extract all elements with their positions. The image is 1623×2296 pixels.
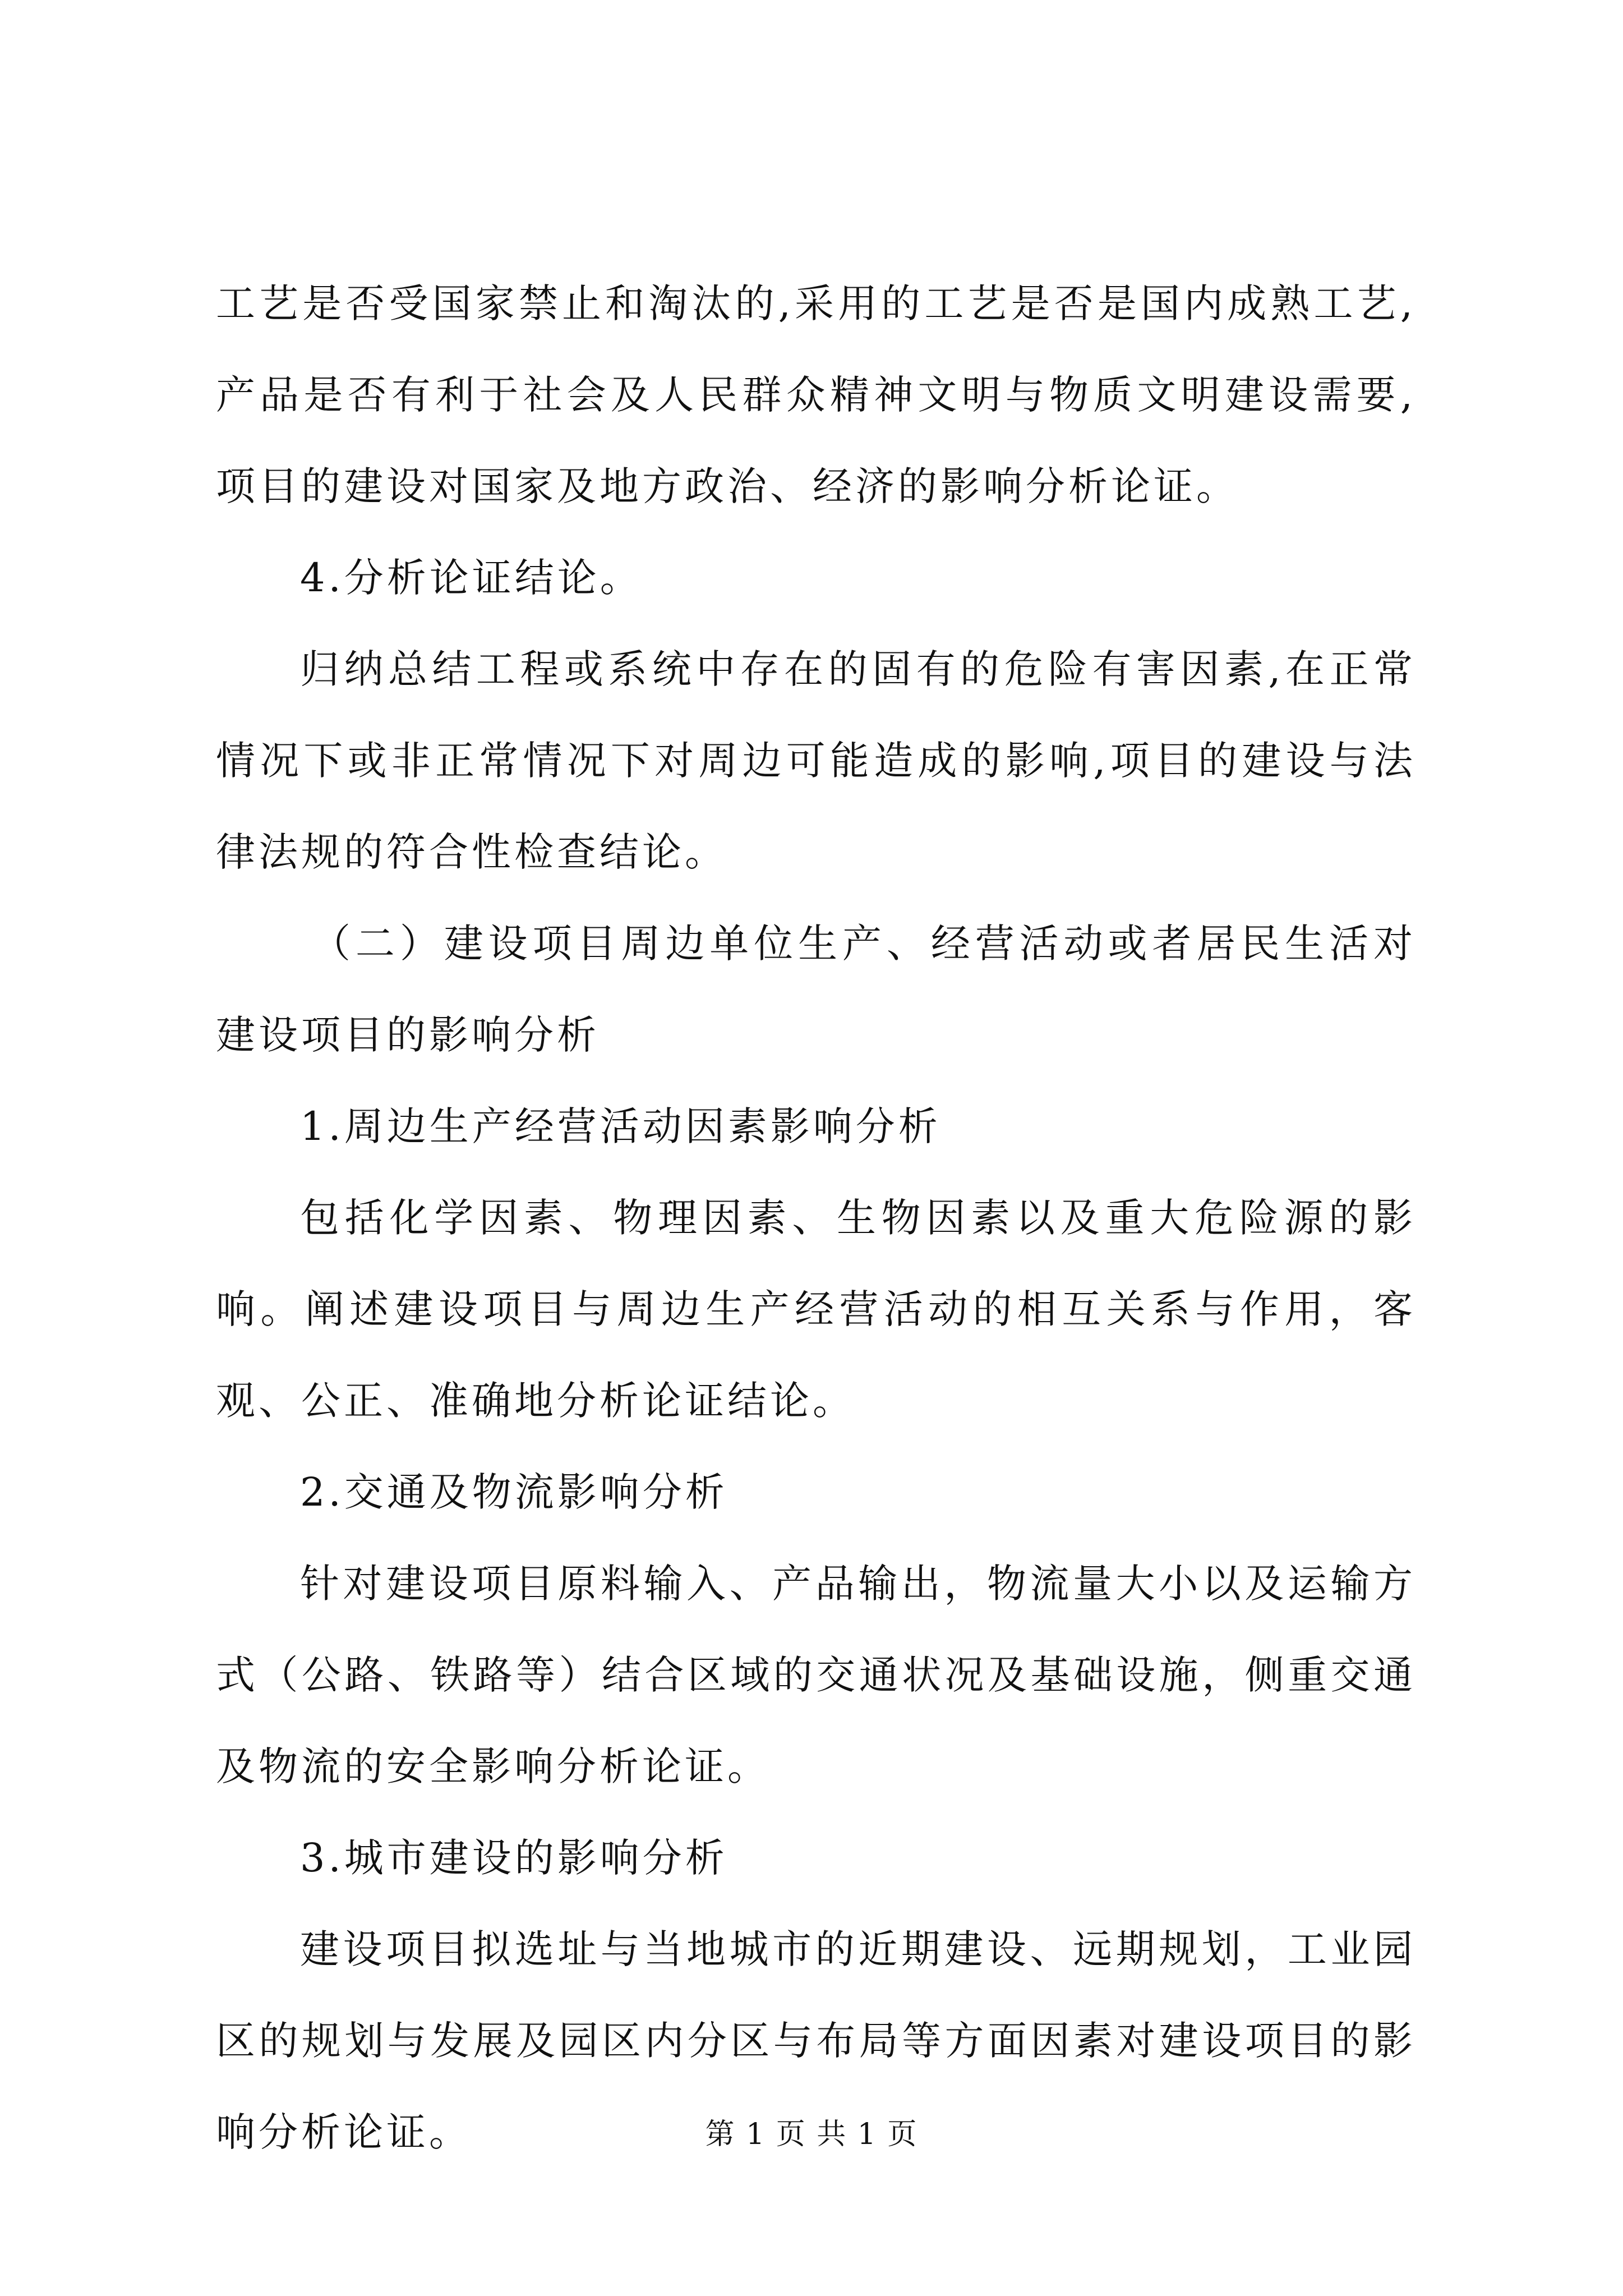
paragraph-process-policy: 工艺是否受国家禁止和淘汰的,采用的工艺是否是国内成熟工艺,产品是否有利于社会及人民群众精神文明与物质文明建设需要,项目的建设对国家及地方政治、经济的影响分析论证。 bbox=[216, 280, 1416, 509]
paragraph-urban-construction: 建设项目拟选址与当地城市的近期建设、远期规划，工业园区的规划与发展及园区内分区与布局等方面因素对建设项目的影响分析论证。 bbox=[216, 1926, 1416, 2155]
section-heading-conclusion: 4.分析论证结论。 bbox=[300, 555, 643, 601]
section-heading-traffic-logistics: 2.交通及物流影响分析 bbox=[300, 1469, 728, 1515]
document-body bbox=[216, 258, 1416, 2178]
paragraph-traffic-logistics: 针对建设项目原料输入、产品输出，物流量大小以及运输方式（公路、铁路等）结合区域的交通状况及基础设施，侧重交通及物流的安全影响分析论证。 bbox=[216, 1561, 1416, 1789]
section-heading-production-factors: 1.周边生产经营活动因素影响分析 bbox=[300, 1103, 941, 1149]
paragraph-conclusion: 归纳总结工程或系统中存在的固有的危险有害因素,在正常情况下或非正常情况下对周边可能造成的影响,项目的建设与法律法规的符合性检查结论。 bbox=[216, 646, 1416, 875]
section-heading-surrounding-impact: （二）建设项目周边单位生产、经营活动或者居民生活对建设项目的影响分析 bbox=[216, 921, 1416, 1058]
section-heading-urban-construction: 3.城市建设的影响分析 bbox=[300, 1835, 728, 1881]
page-footer: 第 1 页 共 1 页 bbox=[705, 2118, 918, 2151]
paragraph-production-factors: 包括化学因素、物理因素、生物因素以及重大危险源的影响。阐述建设项目与周边生产经营活动的相互关系与作用，客观、公正、准确地分析论证结论。 bbox=[216, 1195, 1416, 1424]
